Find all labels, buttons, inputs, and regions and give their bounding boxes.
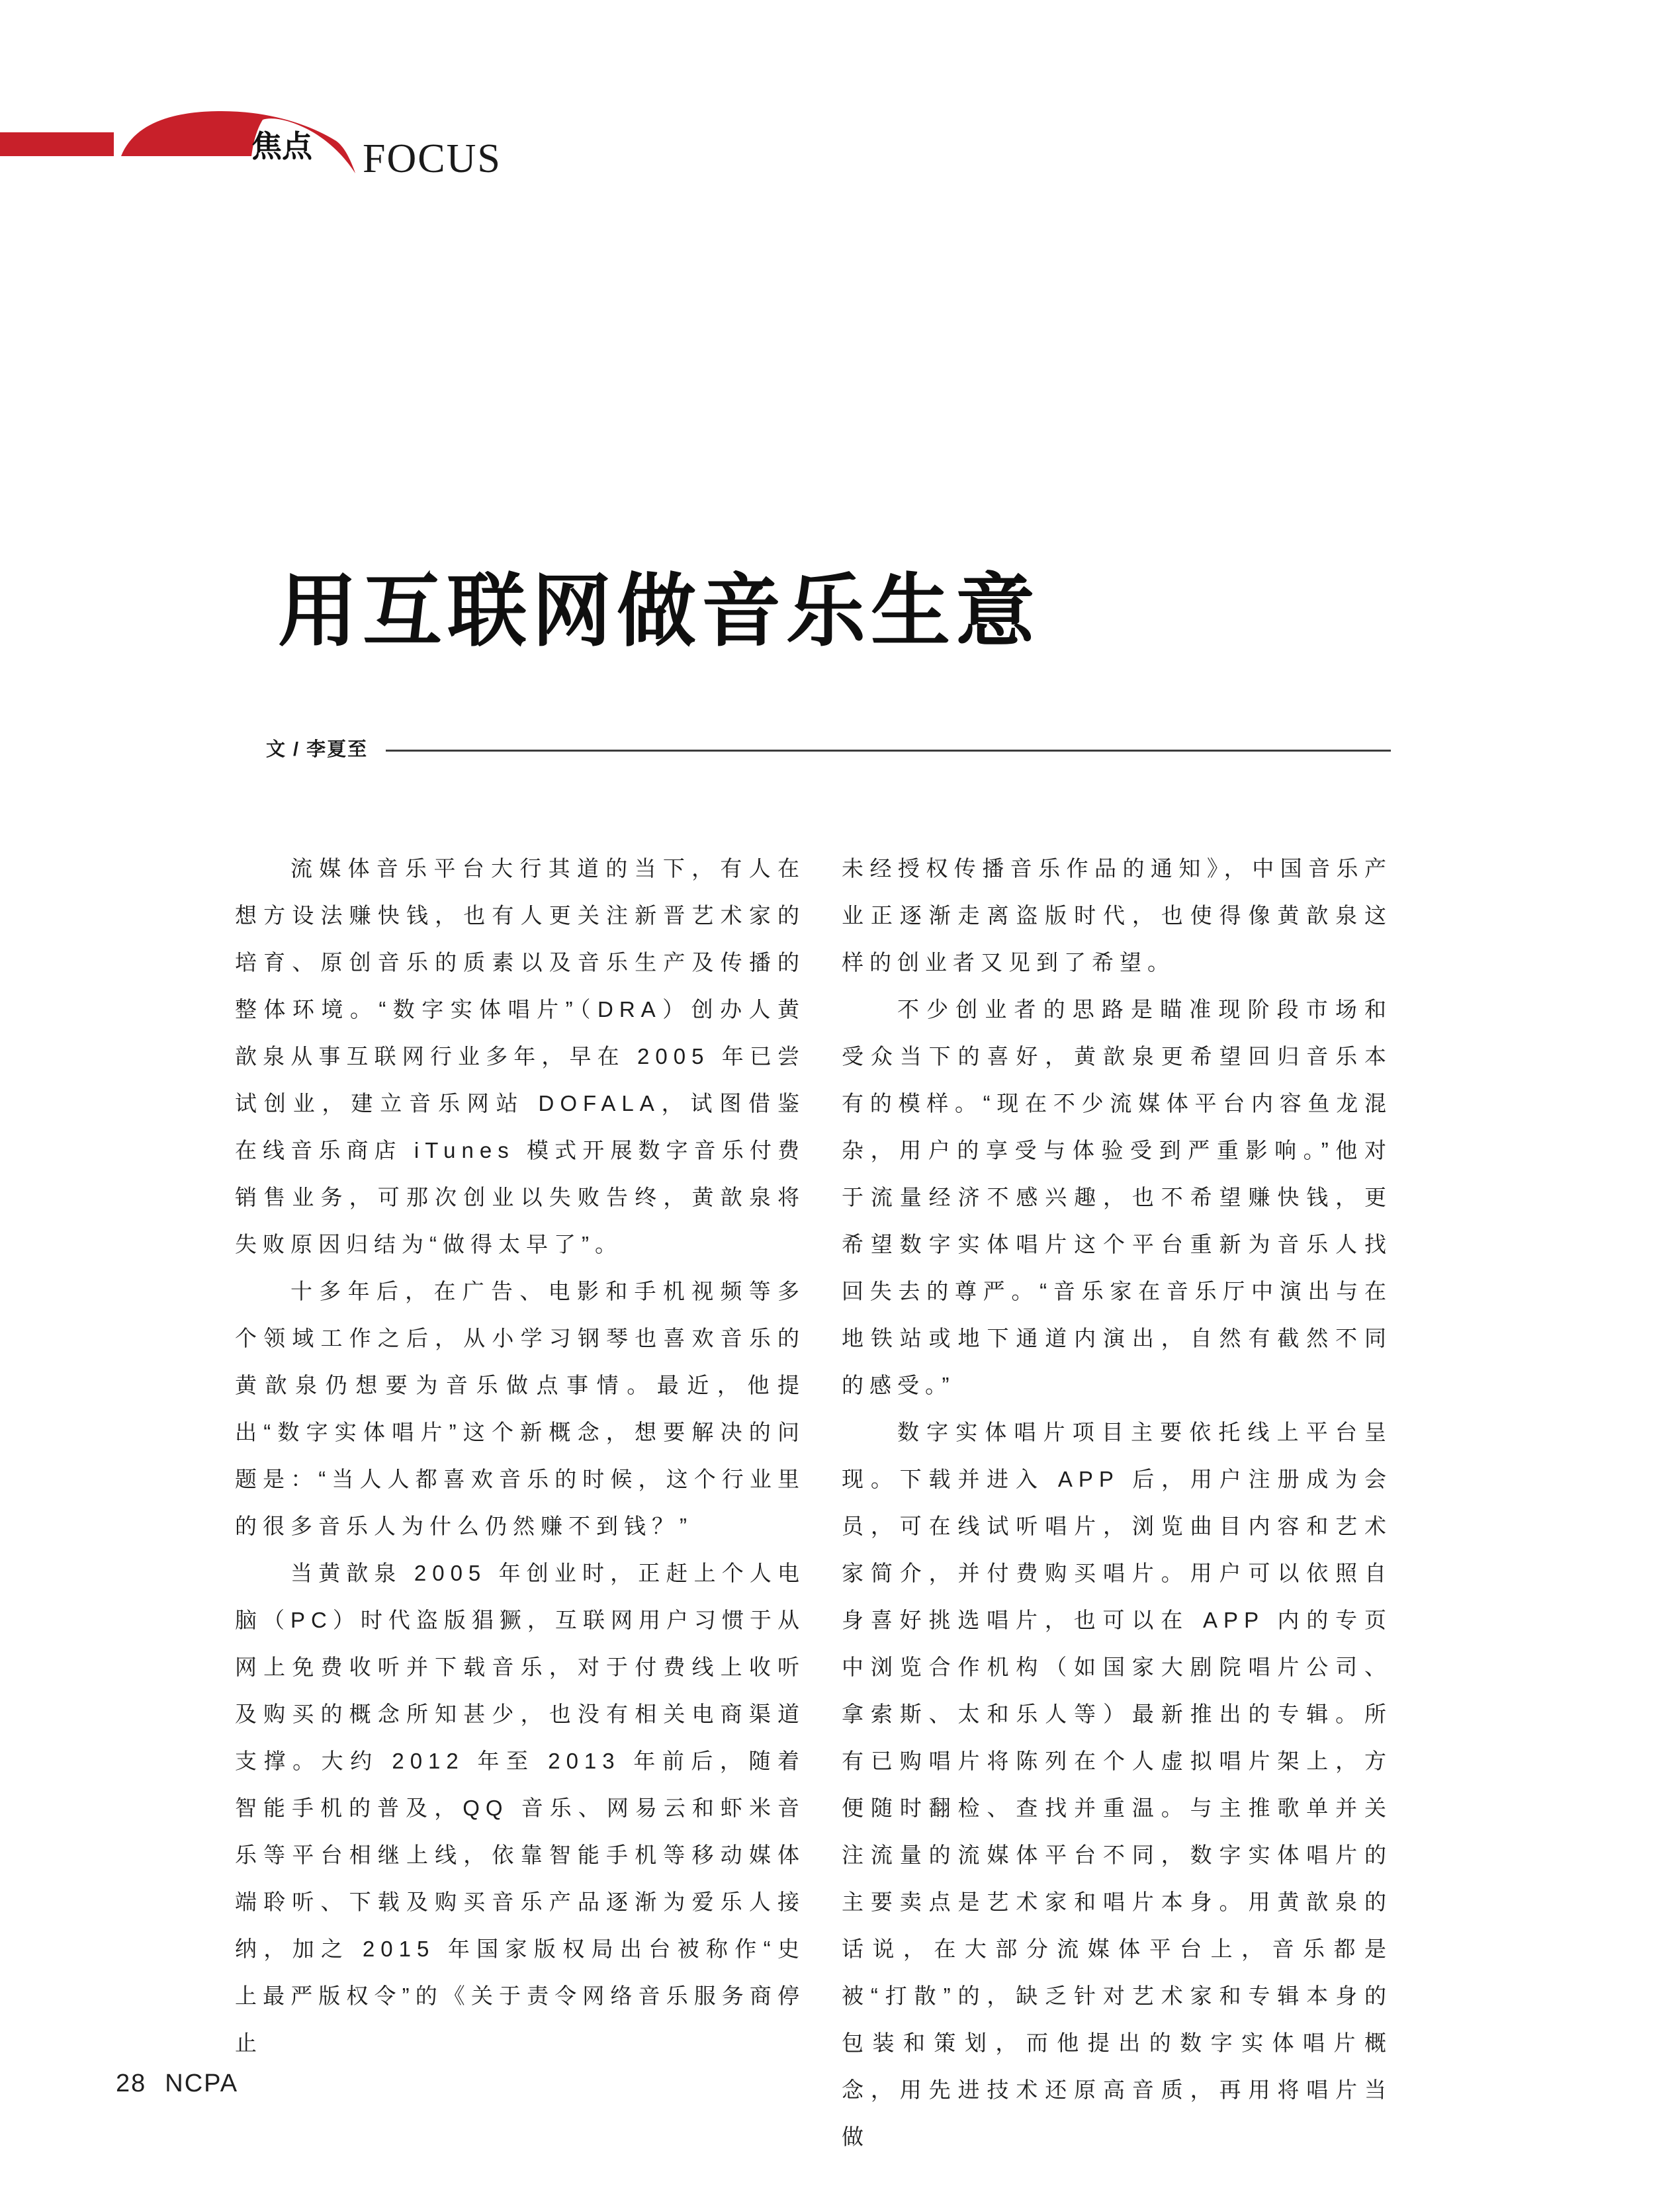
banner-red-bar xyxy=(0,132,114,156)
body-column-left xyxy=(235,845,805,2066)
banner-swoosh-shape xyxy=(121,111,355,173)
body-paragraph: 数字实体唱片项目主要依托线上平台呈现。下载并进入 APP 后，用户注册成为会员，可在线试听唱片，浏览曲目内容和艺术家简介，并付费购买唱片。用户可以依照自身喜好挑选唱片，也可以在 APP 内的专页中浏览合作机构（如国家大剧院唱片公司、拿索斯、太和乐人等）最新推出的专辑。所有已购唱片将陈列在个人虚拟唱片架上，方便随时翻检、查找并重温。与主推歌单并关注流量的流媒体平台不同，数字实体唱片的主要卖点是艺术家和唱片本身。用黄歆泉的话说，在大部分流媒体平台上，音乐都是被“打散”的，缺乏针对艺术家和专辑本身的包装和策划，而他提出的数字实体唱片概念，用先进技术还原高音质，再用将唱片当做 xyxy=(842,1420,1392,2149)
magazine-name: NCPA xyxy=(165,2070,239,2097)
section-label-en: FOCUS xyxy=(363,136,502,181)
body-paragraph: 流媒体音乐平台大行其道的当下，有人在想方设法赚快钱，也有人更关注新晋艺术家的培育、原创音乐的质素以及音乐生产及传播的整体环境。“数字实体唱片”（DRA）创办人黄歆泉从事互联网行业多年，早在 2005 年已尝试创业，建立音乐网站 DOFALA，试图借鉴在线音乐商店 iTunes 模式开展数字音乐付费销售业务，可那次创业以失败告终，黄歆泉将失败原因归结为“做得太早了”。 xyxy=(235,856,805,1256)
section-label-cn: 焦点 xyxy=(251,129,312,163)
focus-section-banner xyxy=(0,109,503,202)
body-paragraph: 未经授权传播音乐作品的通知》，中国音乐产业正逐渐走离盗版时代，也使得像黄歆泉这样的创业者又见到了希望。 xyxy=(842,856,1392,975)
byline: 文 / 李夏至 xyxy=(266,739,369,760)
byline-rule xyxy=(386,750,1391,752)
page-footer xyxy=(116,2070,238,2098)
body-paragraph: 十多年后，在广告、电影和手机视频等多个领域工作之后，从小学习钢琴也喜欢音乐的黄歆泉仍想要为音乐做点事情。最近，他提出“数字实体唱片”这个新概念，想要解决的问题是：“当人人都喜欢音乐的时候，这个行业里的很多音乐人为什么仍然赚不到钱？” xyxy=(235,1279,805,1538)
body-paragraph: 不少创业者的思路是瞄准现阶段市场和受众当下的喜好，黄歆泉更希望回归音乐本有的模样。“现在不少流媒体平台内容鱼龙混杂，用户的享受与体验受到严重影响。”他对于流量经济不感兴趣，也不希望赚快钱，更希望数字实体唱片这个平台重新为音乐人找回失去的尊严。“音乐家在音乐厅中演出与在地铁站或地下通道内演出，自然有截然不同的感受。” xyxy=(842,997,1392,1397)
body-paragraph: 当黄歆泉 2005 年创业时，正赶上个人电脑（PC）时代盗版猖獗，互联网用户习惯于从网上免费收听并下载音乐，对于付费线上收听及购买的概念所知甚少，也没有相关电商渠道支撑。大约 2012 年至 2013 年前后，随着智能手机的普及，QQ 音乐、网易云和虾米音乐等平台相继上线，依靠智能手机等移动媒体端聆听、下载及购买音乐产品逐渐为爱乐人接纳，加之 2015 年国家版权局出台被称作“史上最严版权令”的《关于责令网络音乐服务商停止 xyxy=(235,1561,805,2055)
page-number: 28 xyxy=(116,2070,147,2097)
body-column-right xyxy=(842,845,1392,2160)
article-title: 用互联网做音乐生意 xyxy=(278,568,1040,656)
